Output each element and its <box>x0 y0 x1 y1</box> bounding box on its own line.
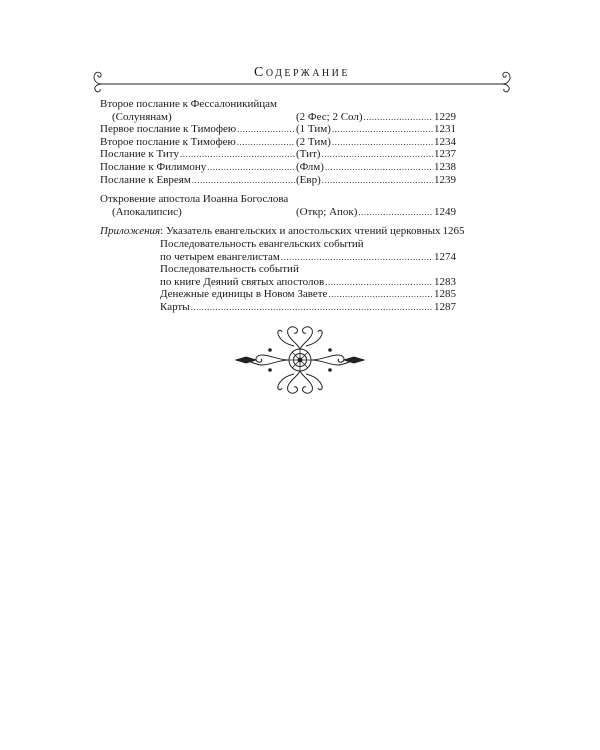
appendix-entry <box>100 301 456 314</box>
entry-abbreviation: (Флм) <box>296 160 324 173</box>
entry-title: Послание к Филимону <box>100 160 207 173</box>
entry-abbreviation: (Тит) <box>296 148 321 161</box>
appendix-entry: Приложения: Указатель евангельских и апостольских чтений церковных 1265 <box>100 225 465 238</box>
entry-abbreviation: (1 Тим) <box>296 123 331 136</box>
appendix-title-cont: по книге Деяний святых апостолов <box>160 275 325 288</box>
dot-leader <box>332 123 433 136</box>
dot-leader <box>322 174 433 187</box>
entry-title: Первое послание к Тимофею <box>100 123 237 136</box>
toc-entry <box>100 174 456 187</box>
toc-entry <box>100 111 456 124</box>
dot-leader <box>364 111 433 124</box>
entry-page: 1239 <box>434 173 456 186</box>
dot-leader <box>191 301 433 314</box>
toc-entry <box>100 136 456 149</box>
entry-abbreviation: (Евр) <box>296 173 321 186</box>
appendix-title: Указатель евангельских и апостольских чтений церковных <box>165 225 441 238</box>
entry-title: Второе послание к Тимофею <box>100 135 236 148</box>
toc-entry-name-only <box>100 98 456 111</box>
entry-page: 1231 <box>434 123 456 136</box>
appendix-title: Последовательность евангельских событий <box>160 237 364 250</box>
appendix-prefix: Приложения <box>100 225 161 238</box>
entry-page: 1265 <box>442 225 465 238</box>
entry-alt-title: (Апокалипсис) <box>112 205 182 218</box>
entry-page: 1283 <box>434 275 456 288</box>
dot-leader <box>321 148 433 161</box>
dot-leader <box>237 136 295 149</box>
entry-page: 1237 <box>434 148 456 161</box>
entry-abbreviation: (2 Тим) <box>296 135 331 148</box>
appendix-title: Карты <box>160 300 190 313</box>
dot-leader <box>281 251 433 264</box>
dot-leader <box>328 288 433 301</box>
floral-ornament-icon <box>234 322 366 398</box>
toc-header <box>88 62 516 96</box>
entry-title: Второе послание к Фессалоникийцам <box>100 98 278 110</box>
appendix-entry-line <box>100 238 456 251</box>
toc-entry <box>100 161 456 174</box>
entry-page: 1234 <box>434 135 456 148</box>
appendix-entry <box>100 288 456 301</box>
dot-leader <box>332 136 433 149</box>
entry-page: 1274 <box>434 250 456 263</box>
appendix-title-cont: по четырем евангелистам <box>160 250 280 263</box>
dot-leader <box>237 123 295 136</box>
table-of-contents <box>100 98 465 314</box>
toc-entry <box>100 206 456 219</box>
toc-entry-name-only <box>100 193 456 206</box>
entry-alt-title: (Солунянам) <box>112 110 172 123</box>
entry-title: Откровение апостола Иоанна Богослова <box>100 193 289 206</box>
appendix-title: Денежные единицы в Новом Завете <box>160 288 328 301</box>
toc-entry <box>100 123 456 136</box>
dot-leader <box>325 161 433 174</box>
appendix-entry <box>100 251 456 264</box>
appendix-entry <box>100 276 456 289</box>
entry-abbreviation: (Откр; Апок) <box>296 205 358 218</box>
dot-leader <box>192 174 295 187</box>
page-title: Содержание <box>254 65 350 80</box>
dot-leader <box>325 276 433 289</box>
dot-leader <box>207 161 295 174</box>
entry-page: 1229 <box>434 110 456 123</box>
appendix-title: Последовательность событий <box>160 263 299 276</box>
entry-page: 1249 <box>434 205 456 218</box>
entry-page: 1287 <box>434 300 456 313</box>
dot-leader <box>180 148 295 161</box>
entry-title: Послание к Евреям <box>100 173 191 186</box>
appendix-entry-line <box>100 263 456 276</box>
toc-entry <box>100 148 456 161</box>
dot-leader <box>358 206 433 219</box>
entry-page: 1285 <box>434 288 456 301</box>
entry-page: 1238 <box>434 160 456 173</box>
entry-title: Послание к Титу <box>100 148 179 161</box>
entry-abbreviation: (2 Фес; 2 Сол) <box>296 110 363 123</box>
